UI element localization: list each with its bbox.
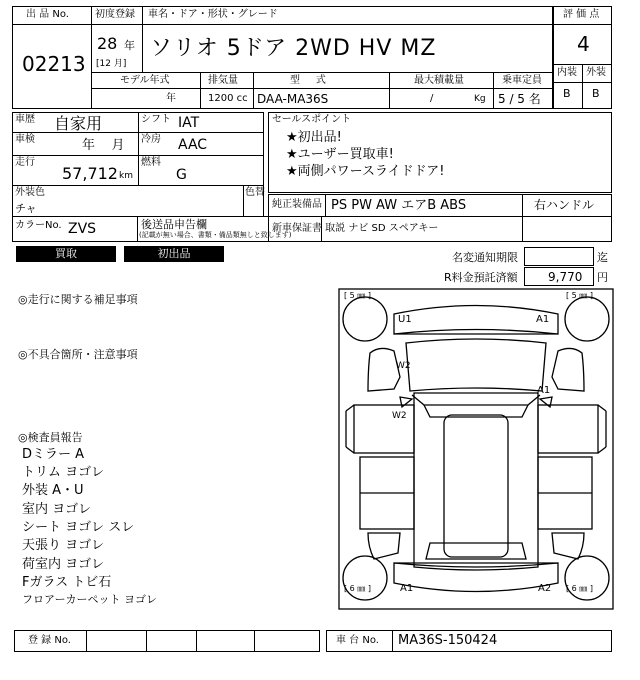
displacement-value: 1200 cc	[208, 93, 248, 104]
fuel-label: 燃料	[141, 157, 161, 168]
recycle-fee-unit: 円	[597, 271, 608, 284]
genuine-equipment-value: PS PW AW エアB ABS	[331, 198, 467, 213]
exterior-color-label: 外装色	[15, 187, 45, 198]
later-parts-note: (記載が無い場合、書類・備品類無しと致します)	[139, 231, 292, 239]
exterior-color-box	[12, 185, 264, 217]
mileage-value: 57,712	[62, 164, 118, 183]
damage-mark-a2-rear: A2	[538, 583, 552, 594]
displacement-label: 排気量	[208, 75, 238, 86]
model-year-label: モデル年式	[120, 75, 170, 86]
first-listing-badge: 初出品	[124, 246, 224, 262]
shift-value: IAT	[178, 115, 200, 131]
genuine-equipment-label: 純正装備品	[272, 199, 322, 210]
color-no-value: ZVS	[68, 221, 97, 237]
model-year-unit: 年	[166, 93, 176, 104]
car-name: ソリオ 5ドア 2WD HV MZ	[150, 36, 437, 61]
inspector-report-title: ◎検査員報告	[18, 431, 83, 444]
max-load-label: 最大積載量	[414, 75, 464, 86]
inspector-line: 室内 ヨゴレ	[22, 502, 92, 517]
recycle-fee-value: 9,770	[548, 270, 583, 284]
registration-number-label: 登 録 No.	[28, 635, 71, 646]
recycle-fee-label: R料金預託済額	[444, 271, 518, 284]
history-label: 車歴	[15, 114, 35, 125]
reg-year: 28	[97, 34, 118, 53]
ac-value: AAC	[178, 137, 208, 153]
ac-label: 冷房	[141, 134, 161, 145]
max-load-slash: /	[430, 93, 434, 104]
lot-label: 出 品 No.	[26, 9, 69, 20]
inspector-line: 天張り ヨゴレ	[22, 538, 105, 553]
sales-point-3: ★両側パワースライドドア!	[286, 164, 445, 179]
history-value: 自家用	[54, 114, 103, 133]
sales-points-label: セールスポイント	[272, 114, 352, 125]
defects-title: ◎不具合箇所・注意事項	[18, 348, 138, 361]
inspector-line: シート ヨゴレ スレ	[22, 520, 135, 535]
name-change-unit: 迄	[597, 251, 608, 264]
chassis-number-label: 車 台 No.	[336, 635, 379, 646]
first-reg-label: 初度登録	[95, 9, 135, 20]
exterior-grade: B	[592, 87, 600, 100]
type-value: DAA-MA36S	[257, 92, 329, 106]
tire-depth-rear-right: [ 6 ㎜ ]	[566, 584, 593, 593]
inspector-line: 外装 A・U	[22, 483, 84, 498]
fuel-value: G	[176, 167, 187, 183]
exterior-color-value: チャ	[15, 202, 37, 215]
car-name-label: 車名・ドア・形状・グレード	[148, 9, 278, 20]
shift-label: シフト	[141, 114, 171, 125]
damage-mark-a1-rear: A1	[400, 583, 414, 594]
capacity-value: 5 / 5 名	[498, 92, 541, 106]
mileage-label: 走行	[15, 157, 35, 168]
sales-point-2: ★ユーザー買取車!	[286, 147, 394, 162]
max-load-unit: Kg	[474, 94, 486, 104]
rating-label: 評 価 点	[563, 9, 600, 20]
buyback-badge: 買取	[16, 246, 116, 262]
inspection-label: 車検	[15, 134, 35, 145]
rating-score: 4	[577, 32, 590, 56]
inspector-line: Fガラス トビ石	[22, 575, 112, 590]
name-change-box	[524, 247, 594, 266]
color-no-label: カラーNo.	[15, 220, 62, 231]
chassis-number: MA36S-150424	[398, 633, 498, 648]
sales-point-1: ★初出品!	[286, 130, 342, 145]
type-label: 型 式	[290, 75, 326, 86]
interior-label: 内装	[557, 67, 577, 78]
later-parts-label: 後送品申告欄	[141, 218, 207, 231]
inspector-line: Dミラー A	[22, 447, 85, 462]
inspector-line: 荷室内 ヨゴレ	[22, 557, 105, 572]
exterior-label: 外装	[586, 67, 606, 78]
damage-mark-a1-front: A1	[536, 314, 550, 325]
reg-month: [12 月]	[96, 59, 127, 69]
color-change-label: 色替	[245, 187, 265, 198]
interior-grade: B	[563, 87, 571, 100]
handle-position: 右ハンドル	[534, 198, 595, 212]
reg-year-unit: 年	[124, 39, 135, 52]
inspector-line: フロアーカーペット ヨゴレ	[22, 593, 157, 606]
damage-mark-a1-side: A1	[537, 385, 551, 396]
driving-notes-title: ◎走行に関する補足事項	[18, 293, 138, 306]
inspector-line: トリム ヨゴレ	[22, 465, 105, 480]
other-equipment: 新車保証書 取説 ナビ SD スペアキー	[272, 223, 439, 234]
inspection-value: 年 月	[82, 138, 125, 153]
damage-mark-w2-hood: W2	[396, 361, 411, 371]
lot-number: 02213	[22, 52, 86, 76]
car-damage-diagram	[338, 287, 614, 611]
mileage-unit: km	[119, 171, 133, 181]
damage-mark-w2-roof: W2	[392, 411, 407, 421]
tire-depth-rear-left: [ 6 ㎜ ]	[344, 584, 371, 593]
capacity-label: 乗車定員	[502, 75, 542, 86]
damage-mark-u1: U1	[398, 314, 412, 325]
tire-depth-front-right: [ 5 ㎜ ]	[566, 291, 593, 300]
name-change-label: 名変通知期限	[452, 251, 518, 264]
tire-depth-front-left: [ 5 ㎜ ]	[344, 291, 371, 300]
